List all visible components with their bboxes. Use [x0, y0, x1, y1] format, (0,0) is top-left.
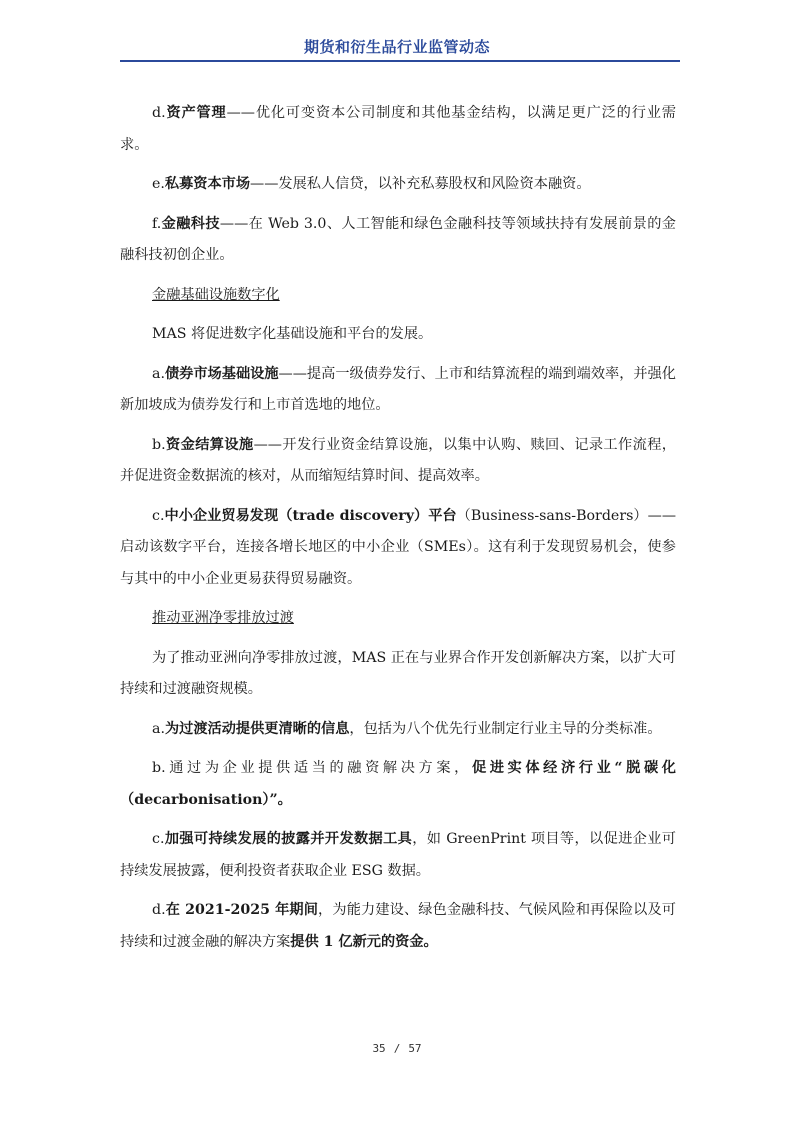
item-heading: 资金结算设施 [165, 436, 254, 453]
paragraph-decarbonisation [120, 753, 676, 816]
paragraph-sme-trade [120, 501, 676, 596]
paragraph-disclosure-tools [120, 824, 676, 887]
page-separator: / [393, 1042, 401, 1055]
paragraph-private-capital [120, 169, 676, 201]
item-heading: 加强可持续发展的披露并开发数据工具 [164, 831, 413, 847]
item-marker: b. [152, 436, 166, 453]
item-marker: c. [152, 831, 165, 847]
item-heading: 中小企业贸易发现（trade discovery）平台 [164, 507, 457, 524]
item-marker: c. [152, 507, 165, 524]
page-number [0, 1042, 794, 1055]
item-marker: f. [152, 215, 162, 232]
item-text: ——在 Web 3.0、人工智能和绿色金融科技等领域扶持有发展前景的金融科技初创企业。 [120, 215, 676, 263]
document-body [120, 98, 676, 966]
paragraph-mas-digital: MAS 将促进数字化基础设施和平台的发展。 [152, 326, 433, 342]
section-heading-net-zero: 推动亚洲净零排放过渡 [152, 610, 294, 626]
paragraph-transition-info [120, 714, 676, 746]
item-heading: 金融科技 [161, 215, 220, 232]
item-heading: 私募资本市场 [164, 176, 251, 192]
paragraph-funding [120, 895, 676, 958]
section-heading-digitalization: 金融基础设施数字化 [152, 286, 280, 303]
item-text: （Business-sans-Borders）——启动该数字平台，连接各增长地区的中小企业（SMEs）。这有利于发现贸易机会，使参与其中的中小企业更易获得贸易融资。 [120, 507, 677, 587]
item-marker: d. [152, 105, 166, 121]
item-text: ，为能力建设、绿色金融科技、气候风险和再保险以及可持续和过渡金融的解决方案 [120, 902, 676, 950]
paragraph-net-zero-intro: 为了推动亚洲向净零排放过渡，MAS 正在与业界合作开发创新解决方案，以扩大可持续和过渡融资规模。 [120, 649, 676, 697]
item-marker: a. [152, 365, 165, 382]
paragraph-asset-management [120, 98, 676, 161]
paragraph-fintech [120, 209, 676, 272]
item-text: 通过为企业提供适当的融资解决方案， [165, 760, 472, 776]
item-heading: 债券市场基础设施 [164, 365, 279, 382]
item-marker: d. [152, 902, 166, 918]
item-heading: 促进实体经济行业“脱碳化（decarbonisation）”。 [120, 760, 676, 808]
item-text: ——优化可变资本公司制度和其他基金结构，以满足更广泛的行业需求。 [120, 105, 676, 153]
item-marker: b. [152, 760, 166, 776]
paragraph-bond-market [120, 359, 676, 422]
item-heading: 资产管理 [165, 105, 227, 121]
item-text: ——发展私人信贷，以补充私募股权和风险资本融资。 [250, 176, 591, 192]
item-text: ，包括为八个优先行业制定行业主导的分类标准。 [349, 720, 662, 737]
current-page: 35 [372, 1042, 386, 1055]
item-text: ——提高一级债券发行、上市和结算流程的端到端效率，并强化新加坡成为债券发行和上市首选地的地位。 [120, 365, 676, 413]
item-heading: 为过渡活动提供更清晰的信息 [164, 720, 350, 737]
item-heading: 在 2021-2025 年期间 [165, 902, 319, 918]
item-marker: a. [152, 720, 165, 737]
header-divider [120, 60, 680, 62]
item-marker: e. [152, 176, 165, 192]
item-emphasis: 提供 1 亿新元的资金。 [290, 933, 438, 950]
page-header-title: 期货和衍生品行业监管动态 [303, 38, 490, 56]
paragraph-fund-settlement [120, 430, 676, 493]
item-text: ——开发行业资金结算设施，以集中认购、赎回、记录工作流程，并促进资金数据流的核对，从而缩短结算时间、提高效率。 [120, 436, 676, 484]
item-text: ，如 GreenPrint 项目等，以促进企业可持续发展披露，便利投资者获取企业 ESG 数据。 [120, 831, 676, 879]
total-pages: 57 [408, 1042, 422, 1055]
